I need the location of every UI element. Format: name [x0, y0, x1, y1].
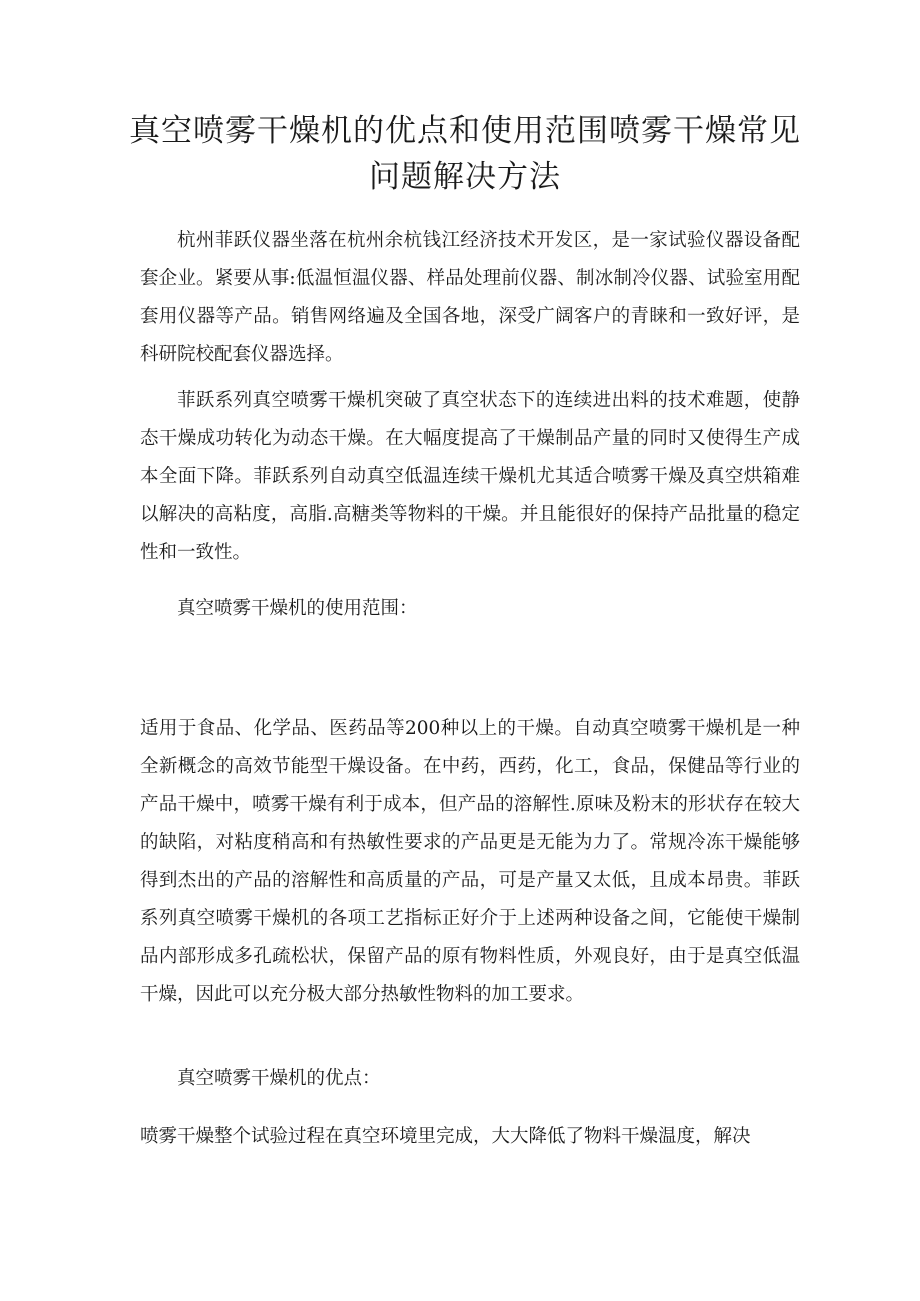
document-title: 真空喷雾干燥机的优点和使用范围喷雾干燥常见问题解决方法 — [129, 113, 801, 195]
advantages-heading: 真空喷雾干燥机的优点： — [177, 1068, 381, 1089]
advantages-paragraph: 喷雾干燥整个试验过程在真空环境里完成，大大降低了物料干燥温度，解决 — [140, 1126, 751, 1147]
scope-heading: 真空喷雾干燥机的使用范围： — [177, 598, 418, 619]
scope-paragraph: 适用于食品、化学品、医药品等200种以上的干燥。自动真空喷雾干燥机是一种全新概念的高效节能型干燥设备。在中药，西药，化工，食品，保健品等行业的产品干燥中，喷雾干燥有利于成本，但产品的溶解性.原味及粉末的形状存在较大的缺陷，对粘度稍高和有热敏性要求的产品更是无能为力了。常规冷冻干燥能够得到杰出的产品的溶解性和高质量的产品，可是产量又太低，且成本昂贵。菲跃系列真空喷雾干燥机的各项工艺指标正好介于上述两种设备之间，它能使干燥制品内部形成多孔疏松状，保留产品的原有物料性质，外观良好，由于是真空低温干燥，因此可以充分极大部分热敏性物料的加工要求。 — [140, 718, 800, 1005]
breakthrough-paragraph: 菲跃系列真空喷雾干燥机突破了真空状态下的连续进出料的技术难题，使静态干燥成功转化为动态干燥。在大幅度提高了干燥制品产量的同时又使得生产成本全面下降。菲跃系列自动真空低温连续干燥机尤其适合喷雾干燥及真空烘箱难以解决的高粘度，高脂.高糖类等物料的干燥。并且能很好的保持产品批量的稳定性和一致性。 — [140, 390, 800, 563]
intro-paragraph: 杭州菲跃仪器坐落在杭州余杭钱江经济技术开发区，是一家试验仪器设备配套企业。紧要从事:低温恒温仪器、样品处理前仪器、制冰制冷仪器、试验室用配套用仪器等产品。销售网络遍及全国各地，深受广阔客户的青睐和一致好评，是科研院校配套仪器选择。 — [140, 230, 800, 365]
